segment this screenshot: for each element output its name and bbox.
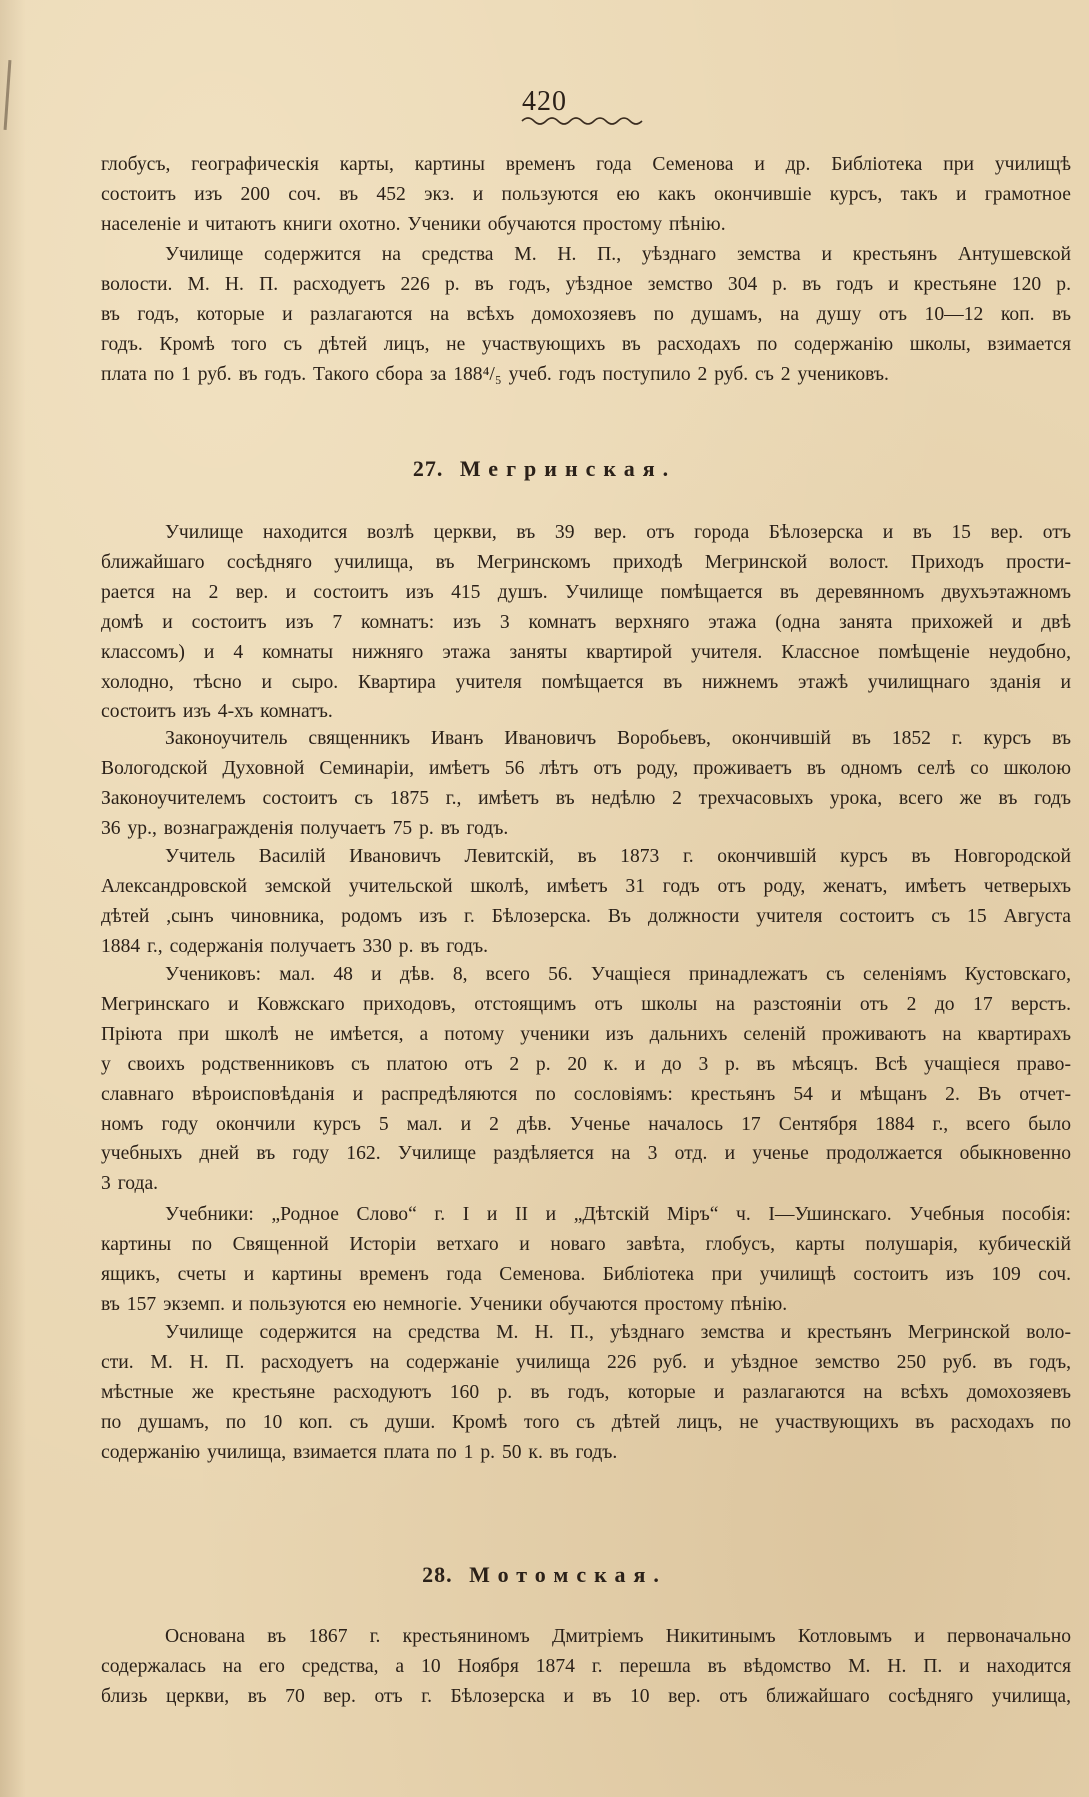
text-line: въ 157 экземп. и пользуются ею немногіе. Ученики обучаются простому пѣнію.: [101, 1293, 788, 1315]
intro-paragraph-2: [101, 240, 1071, 390]
section27-paragraph-3: [101, 842, 1071, 962]
section27-paragraph-4: [101, 960, 1071, 1199]
page-number: 420: [522, 86, 567, 117]
text-line: Учитель Василій Ивановичъ Левитскій, въ 1873 г. окончившій курсъ въ Новгородской: [165, 846, 1071, 867]
text-line: Основана въ 1867 г. крестьяниномъ Дмитріемъ Никитинымъ Котловымъ и первоначально: [165, 1626, 1071, 1647]
text-line: 1884 г., содержанія получаетъ 330 р. въ годъ.: [101, 935, 488, 957]
text-line: Училище содержится на средства М. Н. П., уѣзднаго земства и крестьянъ Антушевской: [165, 244, 1071, 265]
text-line: плата по 1 руб. въ годъ. Такого сбора за 188⁴/₅ учеб. годъ поступило 2 руб. съ 2 учениковъ.: [101, 363, 889, 385]
section-number: 28.: [422, 1562, 453, 1587]
text-line: годъ. Кромѣ того съ дѣтей лицъ, не участвующихъ въ расходахъ по содержанію школы, взимается: [101, 333, 1071, 355]
text-line: волости. М. Н. П. расходуетъ 226 р. въ годъ, уѣздное земство 304 р. въ годъ и крестьяне 120 р.: [101, 273, 1071, 295]
text-line: классомъ) и 4 комнаты нижняго этажа заняты квартирой учителя. Классное помѣщеніе неудобно,: [101, 641, 1071, 663]
text-line: Вологодской Духовной Семинаріи, имѣетъ 56 лѣтъ отъ роду, проживаетъ въ одномъ селѣ со школою: [101, 757, 1071, 779]
section27-paragraph-5: [101, 1200, 1071, 1320]
text-line: холодно, тѣсно и сыро. Квартира учителя помѣщается въ нижнемъ этажѣ училищнаго зданія и: [101, 671, 1071, 693]
text-line: содержанію училища, взимается плата по 1 р. 50 к. въ годъ.: [101, 1441, 618, 1463]
intro-paragraph-1: [101, 150, 1071, 240]
text-line: ящикъ, счеты и картины временъ года Семенова. Библіотека при училищѣ состоитъ изъ 109 соч.: [101, 1263, 1071, 1285]
text-line: рается на 2 вер. и состоитъ изъ 415 душъ. Училище помѣщается въ деревянномъ двухъэтажномъ: [101, 581, 1071, 603]
text-line: Пріюта при школѣ не имѣется, а потому ученики изъ дальнихъ селеній проживаютъ на квартирахъ: [101, 1023, 1071, 1045]
text-line: Училище содержится на средства М. Н. П., уѣзднаго земства и крестьянъ Мегринской воло-: [165, 1322, 1071, 1343]
text-line: содержалась на его средства, а 10 Ноября 1874 г. перешла въ вѣдомство М. Н. П. и находится: [101, 1655, 1071, 1677]
text-line: дѣтей ,сынъ чиновника, родомъ изъ г. Бѣлозерска. Въ должности учителя состоитъ съ 15 Августа: [101, 905, 1071, 927]
section-title: Мотомская.: [469, 1562, 667, 1587]
text-line: Законоучителемъ состоитъ съ 1875 г., имѣетъ въ недѣлю 2 трехчасовыхъ урока, всего же въ годъ: [101, 787, 1071, 809]
text-line: 36 ур., вознагражденія получаетъ 75 р. въ годъ.: [101, 817, 509, 839]
section-number: 27.: [412, 456, 444, 481]
text-line: у своихъ родственниковъ съ платою отъ 2 р. 20 к. и до 3 р. въ мѣсяцъ. Всѣ учащіеся право-: [101, 1053, 1071, 1075]
text-line: учебныхъ дней въ году 162. Училище раздѣляется на 3 отд. и ученье продолжается обыкновенно: [101, 1143, 1071, 1165]
section27-paragraph-1: [101, 518, 1071, 727]
text-line: славнаго вѣроисповѣданія и распредѣляются по сословіямъ: крестьянъ 54 и мѣщанъ 2. Въ отчет-: [101, 1083, 1071, 1105]
section27-paragraph-6: [101, 1318, 1071, 1468]
text-line: ближайшаго сосѣдняго училища, въ Мегринскомъ приходѣ Мегринской волост. Приходъ прости-: [101, 551, 1071, 573]
section-title: Мегринская.: [459, 456, 677, 481]
section28-paragraph-1: [101, 1622, 1071, 1712]
text-line: картины по Священной Исторіи ветхаго и новаго завѣта, глобусъ, карты полушарія, кубическій: [101, 1233, 1071, 1255]
section-heading-28: [0, 1562, 1089, 1588]
text-line: домѣ и состоитъ изъ 7 комнатъ: изъ 3 комнатъ верхняго этажа (одна занята прихожей и двѣ: [101, 611, 1071, 633]
text-line: состоитъ изъ 200 соч. въ 452 экз. и пользуются ею какъ окончившіе курсъ, такъ и грамотное: [101, 183, 1071, 205]
text-line: Училище находится возлѣ церкви, въ 39 вер. отъ города Бѣлозерска и въ 15 вер. отъ: [165, 522, 1071, 543]
text-line: въ годъ, которые и разлагаются на всѣхъ домохозяевъ по душамъ, на душу отъ 10—12 коп. въ: [101, 303, 1071, 325]
text-line: Учениковъ: мал. 48 и дѣв. 8, всего 56. Учащіеся принадлежатъ съ селеніямъ Кустовскаго,: [165, 964, 1071, 985]
section-heading-27: [0, 456, 1089, 482]
ornament-divider: [520, 114, 650, 128]
section27-paragraph-2: [101, 724, 1071, 844]
text-line: глобусъ, географическія карты, картины временъ года Семенова и др. Библіотека при училищѣ: [101, 154, 1071, 175]
text-line: 3 года.: [101, 1173, 159, 1195]
text-line: Учебники: „Родное Слово“ г. I и II и „Дѣтскій Міръ“ ч. I—Ушинскаго. Учебныя пособія:: [165, 1204, 1071, 1225]
text-line: по душамъ, по 10 коп. съ души. Кромѣ того съ дѣтей лицъ, не участвующихъ въ расходахъ по: [101, 1411, 1071, 1433]
text-line: близь церкви, въ 70 вер. отъ г. Бѣлозерска и въ 10 вер. отъ ближайшаго сосѣдняго училища,: [101, 1685, 1071, 1707]
text-line: населеніе и читаютъ книги охотно. Ученики обучаются простому пѣнію.: [101, 213, 726, 235]
text-line: Мегринскаго и Ковжскаго приходовъ, отстоящимъ отъ школы на разстояніи отъ 2 до 17 верстъ.: [101, 993, 1071, 1015]
text-line: номъ году окончили курсъ 5 мал. и 2 дѣв. Ученье началось 17 Сентября 1884 г., всего было: [101, 1113, 1071, 1135]
text-line: сти. М. Н. П. расходуетъ на содержаніе училища 226 руб. и уѣздное земство 250 руб. въ годъ,: [101, 1351, 1071, 1373]
text-line: Законоучитель священникъ Иванъ Ивановичъ Воробьевъ, окончившій въ 1852 г. курсъ въ: [165, 728, 1071, 749]
text-line: Александровской земской учительской школѣ, имѣетъ 31 годъ отъ роду, женатъ, имѣетъ четверыхъ: [101, 875, 1071, 897]
text-line: состоитъ изъ 4-хъ комнатъ.: [101, 701, 333, 723]
text-line: мѣстные же крестьяне расходуютъ 160 р. въ годъ, которые и разлагаются на всѣхъ домохозяевъ: [101, 1381, 1071, 1403]
